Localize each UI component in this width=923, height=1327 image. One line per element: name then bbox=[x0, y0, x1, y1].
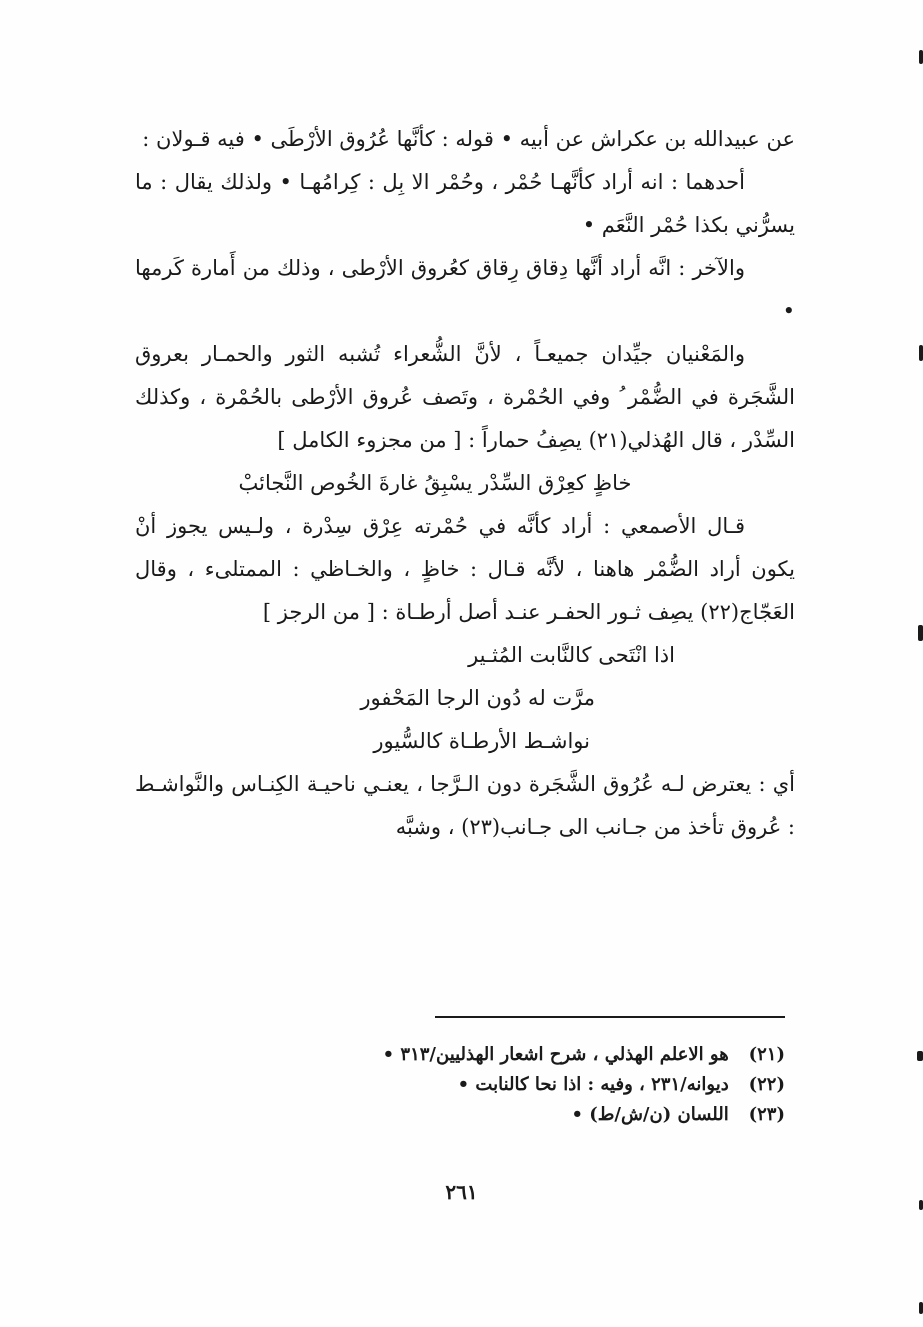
footnote-text: ديوانه/٢٣١ ، وفيه : اذا نحا كالنابت • bbox=[457, 1074, 729, 1095]
scan-edge-mark bbox=[917, 1051, 923, 1061]
verse-hudhali: خاظٍ كعِرْق السِّدْر يسْبِقُ غارةَ الخُوص النَّجائبْ bbox=[238, 471, 632, 495]
paragraph-second-opinion: والآخر : انَّه أراد أنَّها دِقاق رِقاق كعُروق الأرْطى ، وذلك من أَمارة كَرمها • bbox=[135, 256, 795, 323]
scan-edge-mark bbox=[919, 1302, 923, 1314]
scan-edge-mark bbox=[919, 345, 923, 361]
paragraph-explanation: أي : يعترض لـه عُرُوق الشَّجَرة دون الـرَّجا ، يعنـي ناحيـة الكِنـاس والنَّواشـط : عُروق تأخذ من جـانب الى جـانب(٢٣) ، وشبَّه bbox=[135, 772, 795, 839]
footnote-number: (٢٣) bbox=[748, 1104, 785, 1125]
verse-line: نواشـط الأرطـاة كالسُّيور bbox=[373, 729, 590, 753]
main-text bbox=[135, 118, 795, 849]
paragraph-both-meanings: والمَعْنيان جيِّدان جميعـاً ، لأنَّ الشُّعراء تُشبه الثور والحمـار بعروق الشَّجَرة في الضُّمْر ُ وفي الحُمْرة ، وتَصف عُروق الأرْطى بالحُمْرة ، وكذلك السِّدْر ، قال الهُذلي(٢١) يصِفُ حماراً : [ من مجزوء الكامل ] bbox=[135, 342, 795, 452]
paragraph-first-opinion: أحدهما : انه أراد كأنَّهـا حُمْر ، وحُمْر الا بِل : كِرامُهـا • ولذلك يقال : ما يسرُّني بكذا حُمْر النَّعَم • bbox=[135, 170, 795, 237]
page-number: ٢٦١ bbox=[445, 1180, 478, 1204]
footnote bbox=[285, 1070, 785, 1100]
footnote-separator bbox=[435, 1016, 785, 1018]
footnote bbox=[285, 1040, 785, 1070]
footnote bbox=[285, 1100, 785, 1130]
verse-line: اذا انْتَحى كالنَّابت المُثـير bbox=[468, 643, 675, 667]
scan-edge-mark bbox=[918, 625, 923, 641]
footnote-text: اللسان (ن/ش/ط) • bbox=[571, 1104, 729, 1125]
footnote-text: هو الاعلم الهذلي ، شرح اشعار الهذليين/٣١٣ • bbox=[382, 1044, 729, 1065]
footnote-number: (٢٢) bbox=[748, 1074, 785, 1095]
verse-line: مرَّت له دُون الرجا المَحْفور bbox=[360, 686, 595, 710]
footnote-number: (٢١) bbox=[748, 1044, 785, 1065]
paragraph-asmai: قـال الأصمعي : أراد كأنَّه في حُمْرته عِرْق سِدْرة ، ولـيس يجوز أنْ يكون أراد الضُّمْر هاهنا ، لأنَّه قـال : خاظٍ ، والخـاظي : الممتلىء ، وقال العَجّاج(٢٢) يصِف ثـور الحفـر عنـد أصل أرطـاة : [ من الرجز ] bbox=[135, 514, 795, 624]
scan-edge-mark bbox=[919, 1200, 923, 1210]
paragraph-intro: عن عبيدالله بن عكراش عن أبيه • قوله : كأنَّها عُرُوق الأرْطَى • فيه قـولان : bbox=[142, 127, 795, 151]
footnotes bbox=[285, 1040, 785, 1130]
scan-edge-mark bbox=[919, 50, 923, 64]
